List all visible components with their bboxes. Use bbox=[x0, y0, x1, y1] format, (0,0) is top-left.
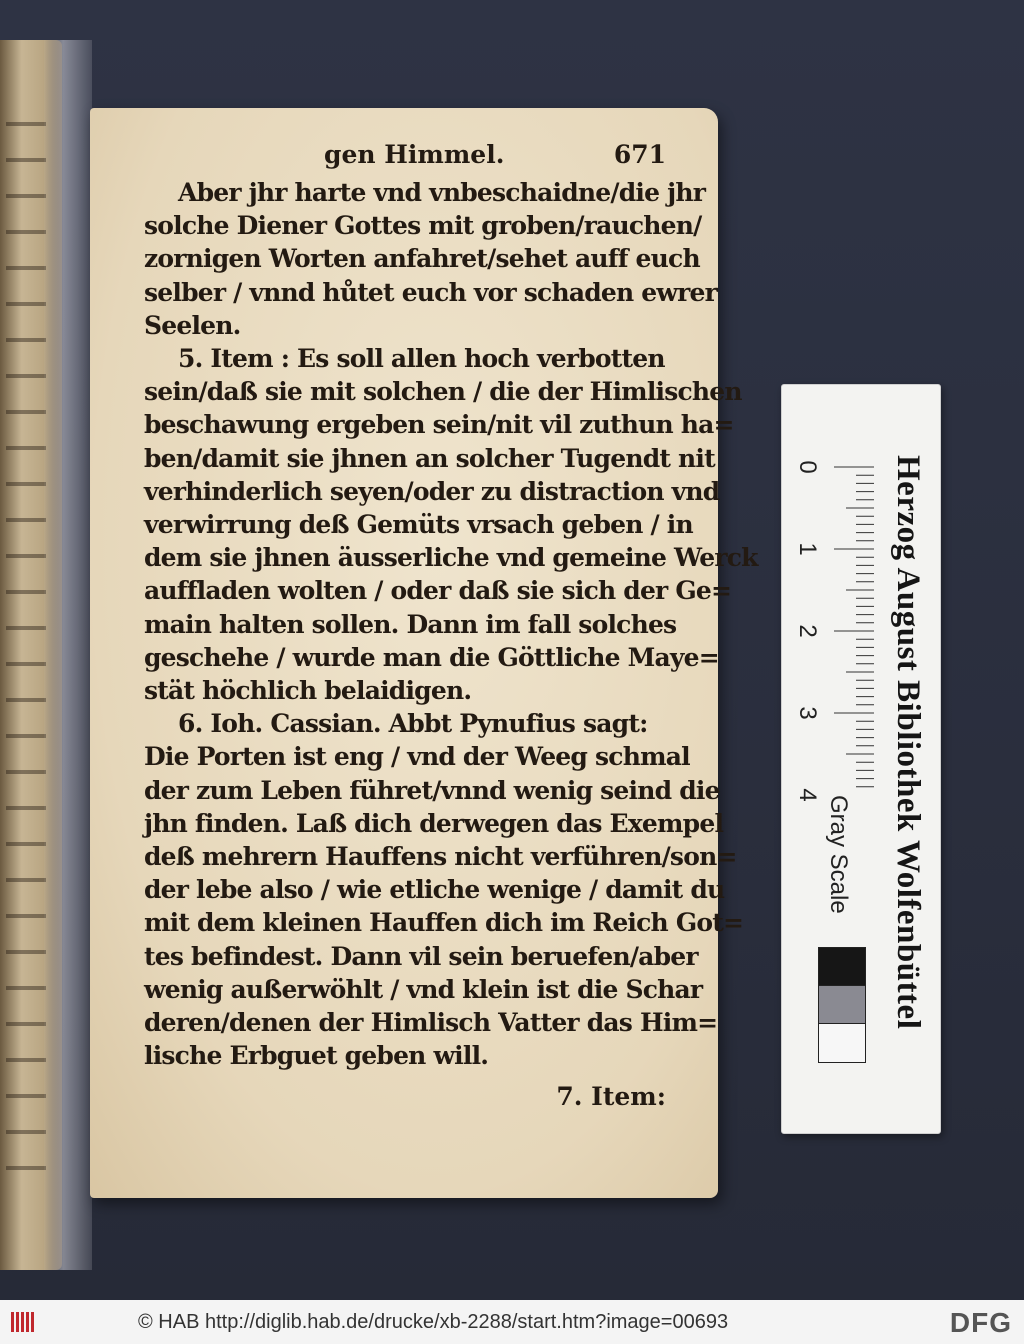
text-line: der zum Leben führet/vnnd wenig seind die bbox=[144, 775, 720, 805]
text-line: wenig außerwöhlt / vnd klein ist die Schar bbox=[144, 974, 703, 1004]
ruler-ticks bbox=[830, 463, 874, 793]
footer-bar bbox=[0, 1300, 1024, 1344]
book-page bbox=[90, 108, 758, 1198]
text-line: jhn finden. Laß dich derwegen das Exempel bbox=[144, 808, 724, 838]
text-line: dem sie jhnen äusserliche vnd gemeine Werck bbox=[144, 543, 758, 573]
text-line: ben/damit sie jhnen an solcher Tugendt nit bbox=[144, 443, 715, 473]
hab-logo-icon bbox=[10, 1310, 36, 1334]
catchword: 7. Item: bbox=[556, 1082, 666, 1112]
dfg-logo: DFG bbox=[949, 1307, 1012, 1338]
ruler-digit-2: 2 bbox=[794, 624, 821, 638]
adjacent-page-text-lines bbox=[6, 100, 46, 1200]
page-header bbox=[144, 138, 674, 176]
color-scale-card bbox=[781, 384, 941, 1134]
ruler-digit-4: 4 bbox=[794, 788, 821, 802]
gray-scale-label: Gray Scale bbox=[825, 795, 852, 914]
text-line: deß mehrern Hauffens nicht verführen/son= bbox=[144, 842, 737, 872]
text-line: auffladen wolten / oder daß sie sich der Ge= bbox=[144, 576, 732, 606]
text-line: Die Porten ist eng / vnd der Weeg schmal bbox=[144, 742, 690, 772]
text-line: Aber jhr harte vnd vnbeschaidne/die jhr bbox=[178, 178, 706, 207]
institution-label: Herzog August Bibliothek Wolfenbüttel bbox=[890, 455, 926, 1030]
text-line: deren/denen der Himlisch Vatter das Him= bbox=[144, 1008, 718, 1038]
book-spine-edge bbox=[44, 40, 92, 1270]
text-line: 6. Ioh. Cassian. Abbt Pynufius sagt: bbox=[178, 709, 648, 739]
ruler-digit-0: 0 bbox=[794, 460, 821, 474]
text-line: verhinderlich seyen/oder zu distraction vnd bbox=[144, 476, 720, 506]
ruler-digit-1: 1 bbox=[794, 542, 821, 556]
text-line: zornigen Worten anfahret/sehet auff euch bbox=[144, 244, 700, 274]
running-head: gen Himmel. bbox=[324, 140, 505, 169]
text-line: sein/daß sie mit solchen / die der Himlischen bbox=[144, 377, 742, 407]
text-line: verwirrung deß Gemüts vrsach geben / in bbox=[144, 510, 693, 540]
text-line: mit dem kleinen Hauffen dich im Reich Got= bbox=[144, 908, 744, 938]
page-text-block bbox=[144, 138, 758, 1112]
gray-swatch-white bbox=[818, 1023, 866, 1063]
text-line: geschehe / wurde man die Göttliche Maye= bbox=[144, 642, 719, 672]
text-line: tes befindest. Dann vil sein beruefen/aber bbox=[144, 941, 698, 971]
text-line: stät höchlich belaidigen. bbox=[144, 676, 472, 706]
text-line: 5. Item : Es soll allen hoch verbotten bbox=[178, 344, 665, 374]
text-line: main halten sollen. Dann im fall solches bbox=[144, 609, 677, 639]
text-line: der lebe also / wie etliche wenige / damit du bbox=[144, 875, 725, 905]
text-line: lische Erbguet geben will. bbox=[144, 1041, 489, 1071]
gray-swatch-mid bbox=[818, 985, 866, 1025]
text-line: beschawung ergeben sein/nit vil zuthun ha= bbox=[144, 410, 734, 440]
text-line: selber / vnnd hůtet euch vor schaden ewrer bbox=[144, 277, 717, 307]
gray-swatch-black bbox=[818, 947, 866, 987]
text-line: solche Diener Gottes mit groben/rauchen/ bbox=[144, 211, 702, 241]
text-line: Seelen. bbox=[144, 310, 241, 340]
source-link[interactable]: © HAB http://diglib.hab.de/drucke/xb-2288/start.htm?image=00693 bbox=[138, 1311, 729, 1333]
ruler-digit-3: 3 bbox=[794, 706, 821, 720]
page-number: 671 bbox=[613, 140, 666, 169]
page-lines bbox=[144, 176, 758, 1072]
